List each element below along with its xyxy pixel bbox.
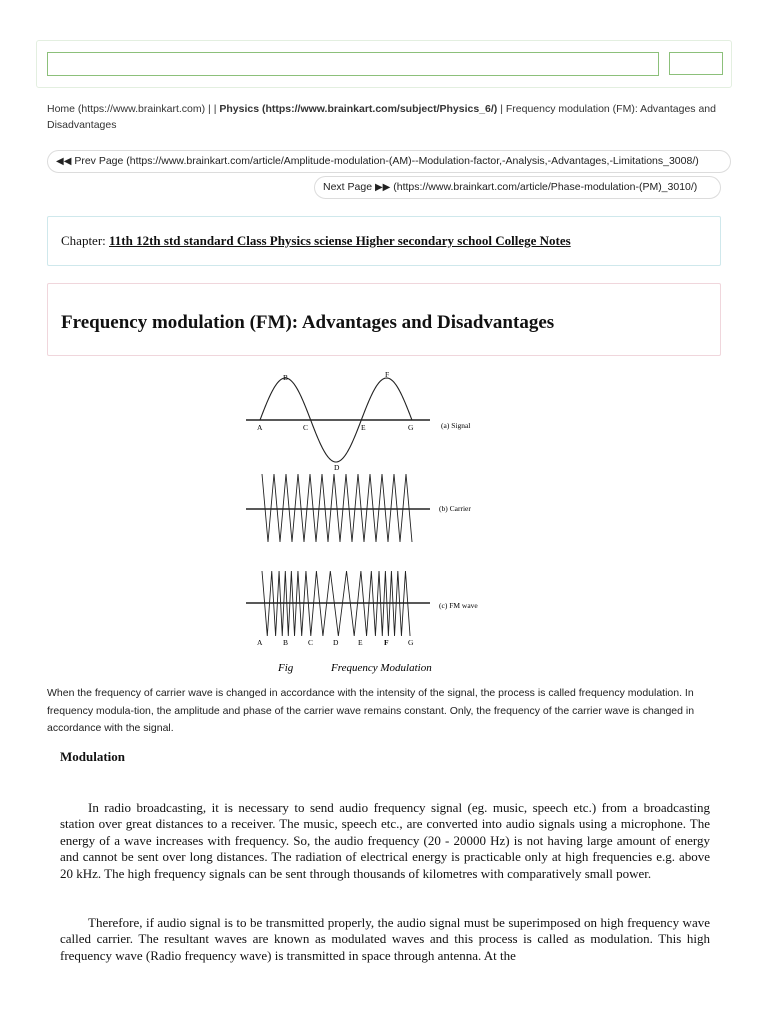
chapter-box — [47, 216, 721, 266]
signal-label: (a) Signal — [441, 421, 471, 430]
search-input[interactable] — [47, 52, 659, 76]
fm-axis-letter-d: D — [333, 638, 339, 647]
breadcrumb — [47, 101, 727, 133]
signal-point-g: G — [408, 423, 414, 432]
next-page-label: Next Page — [323, 181, 373, 193]
breadcrumb-home[interactable]: Home (https://www.brainkart.com) | | — [47, 103, 217, 115]
signal-point-f: F — [385, 370, 390, 379]
chapter-link[interactable]: 11th 12th std standard Class Physics sciense Higher secondary school College Notes — [109, 233, 571, 248]
fm-axis-letter-c: C — [308, 638, 314, 647]
carrier-wave — [262, 474, 412, 542]
signal-point-c: C — [303, 423, 309, 432]
fm-figure — [240, 366, 500, 676]
breadcrumb-physics[interactable]: Physics (https://www.brainkart.com/subject/Physics_6/) — [219, 103, 498, 115]
prev-page-label: Prev Page (https://www.brainkart.com/article/Amplitude-modulation-(AM)--Modulation-factor,-Analysis,-Advantages,-Limitations_3008/) — [74, 155, 699, 167]
figure-caption-fig: Fig — [278, 662, 294, 674]
prev-page-button[interactable] — [47, 150, 731, 173]
fm-axis-letter-e: E — [358, 638, 363, 647]
signal-point-d: D — [334, 463, 340, 472]
title-box — [47, 283, 721, 356]
chapter-prefix: Chapter: — [61, 233, 106, 248]
fm-axis-letter-a: A — [257, 638, 263, 647]
search-button[interactable] — [669, 52, 723, 75]
breadcrumb-current: | Frequency modulation (FM): Advantages and Disadvantages — [47, 103, 716, 131]
paragraph-1: In radio broadcasting, it is necessary to send audio frequency signal (eg. music, speech etc.) from a broadcasting station over great distances to a receiver. The music, speech etc., are converted into audio signals using a microphone. The energy of a wave increases with frequency. So, the audio frequency (20 - 20000 Hz) is not having large amount of energy and cannot be sent over long distances. The radiation of electrical energy is practicable only at high frequencies e.g. above 20 kHz. The high frequency signals can be sent through thousands of kilometres with comparatively small power. — [60, 800, 710, 881]
paragraph-2: Therefore, if audio signal is to be transmitted properly, the audio signal must be superimposed on high frequency wave called carrier. The resultant waves are known as modulated waves and this process is called as modulation. This high frequency wave (Radio frequency wave) is transmitted in space through antenna. At the — [60, 915, 710, 963]
search-form — [36, 40, 732, 88]
next-page-url: (https://www.brainkart.com/article/Phase-modulation-(PM)_3010/) — [393, 181, 698, 193]
carrier-label: (b) Carrier — [439, 504, 471, 513]
section-heading-modulation: Modulation — [60, 749, 126, 764]
fm-label: (c) FM wave — [439, 601, 478, 610]
double-left-icon: ◀◀ — [56, 156, 72, 167]
signal-point-a: A — [257, 423, 263, 432]
fm-axis-letter-b: B — [283, 638, 289, 647]
intro-text: When the frequency of carrier wave is changed in accordance with the intensity of the signal, the process is called frequency modulation. In frequency modula-tion, the amplitude and phase of the carrier wave remains constant. Only, the frequency of the carrier wave is changed in accordance with the signal. — [47, 687, 695, 734]
double-right-icon: ▶▶ — [374, 182, 391, 193]
fm-diagram — [240, 366, 500, 676]
page-title: Frequency modulation (FM): Advantages and Disadvantages — [61, 312, 555, 333]
fm-axis-letter-g: G — [408, 638, 414, 647]
fm-axis-letter-f: F — [384, 638, 389, 647]
next-page-button[interactable] — [314, 176, 721, 199]
signal-point-b: B — [283, 373, 289, 382]
figure-caption-title: Frequency Modulation — [331, 662, 432, 674]
signal-point-e: E — [361, 423, 366, 432]
